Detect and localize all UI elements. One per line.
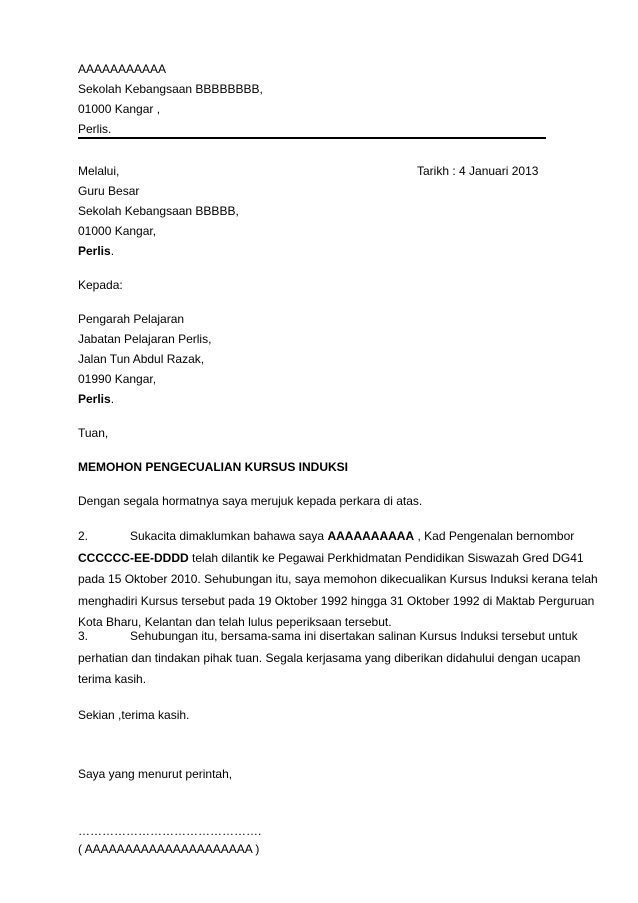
- via-state: Perlis: [78, 244, 111, 258]
- recipient-title: Pengarah Pelajaran: [78, 312, 185, 326]
- paragraph-2-line-5: Kota Bharu, Kelantan dan telah lulus peperiksaan tersebut.: [78, 615, 392, 629]
- via-state-punct: .: [110, 244, 115, 258]
- signature-dots: ……………………………………….: [78, 824, 262, 838]
- via-school: Sekolah Kebangsaan BBBBB,: [78, 204, 239, 218]
- date-line: [417, 164, 538, 178]
- opening-paragraph: Dengan segala hormatnya saya merujuk kepada perkara di atas.: [78, 494, 423, 508]
- recipient-state-line: [78, 392, 114, 406]
- paragraph-2-line-3: pada 15 Oktober 2010. Sehubungan itu, saya memohon dikecualikan Kursus Induksi kerana telah: [78, 572, 598, 586]
- header-divider: [78, 137, 546, 139]
- paragraph-3-number: 3.: [78, 629, 89, 643]
- ic-number: CCCCCC-EE-DDDD: [78, 550, 189, 565]
- paragraph-3-line-1-text: Sehubungan itu, bersama-sama ini disertakan salinan Kursus Induksi tersebut untuk: [130, 629, 578, 643]
- sender-name: AAAAAAAAAAA: [78, 62, 167, 76]
- paragraph-2-line-4: menghadiri Kursus tersebut pada 19 Oktober 1992 hingga 31 Oktober 1992 di Maktab Perguruan: [78, 593, 595, 608]
- paragraph-2-number: 2.: [78, 529, 89, 543]
- signoff-line: Saya yang menurut perintah,: [78, 767, 233, 781]
- via-postcode-city: 01000 Kangar,: [78, 224, 157, 238]
- paragraph-3-line-3: terima kasih.: [78, 672, 147, 686]
- recipient-label: Kepada:: [78, 278, 123, 292]
- recipient-dept: Jabatan Pelajaran Perlis,: [78, 332, 212, 346]
- sender-postcode-city: 01000 Kangar ,: [78, 102, 161, 116]
- paragraph-3-line-2: perhatian dan tindakan pihak tuan. Segala kerjasama yang diberikan didahului dengan ucapan: [78, 650, 581, 665]
- recipient-street: Jalan Tun Abdul Razak,: [78, 352, 205, 366]
- subject-line: MEMOHON PENGECUALIAN KURSUS INDUKSI: [78, 460, 349, 474]
- recipient-postcode-city: 01990 Kangar,: [78, 372, 157, 386]
- date-value: : 4 Januari 2013: [452, 164, 539, 178]
- recipient-state: Perlis: [78, 392, 111, 406]
- paragraph-2-line-2: [78, 548, 584, 570]
- date-label: Tarikh: [417, 164, 450, 178]
- signature-name: ( AAAAAAAAAAAAAAAAAAAAA ): [78, 842, 260, 856]
- applicant-name: AAAAAAAAAA: [327, 529, 415, 543]
- via-state-line: [78, 244, 114, 258]
- paragraph-3: [78, 626, 581, 691]
- via-title: Guru Besar: [78, 184, 140, 198]
- paragraph-2-line-2-b: telah dilantik ke Pegawai Perkhidmatan Pendidikan Siswazah Gred DG41: [192, 550, 584, 565]
- sender-school: Sekolah Kebangsaan BBBBBBBB,: [78, 82, 263, 96]
- salutation: Tuan,: [78, 426, 109, 440]
- closing-line: Sekian ,terima kasih.: [78, 708, 190, 722]
- sender-state: Perlis.: [78, 122, 112, 136]
- paragraph-2: [78, 526, 598, 634]
- recipient-state-punct: .: [110, 392, 115, 406]
- paragraph-2-line-1: [78, 526, 575, 548]
- paragraph-3-line-1: [78, 626, 578, 648]
- via-label: Melalui,: [78, 164, 120, 178]
- paragraph-2-line-1-b: , Kad Pengenalan bernombor: [417, 529, 575, 543]
- paragraph-2-line-1-a: Sukacita dimaklumkan bahawa saya: [130, 529, 325, 543]
